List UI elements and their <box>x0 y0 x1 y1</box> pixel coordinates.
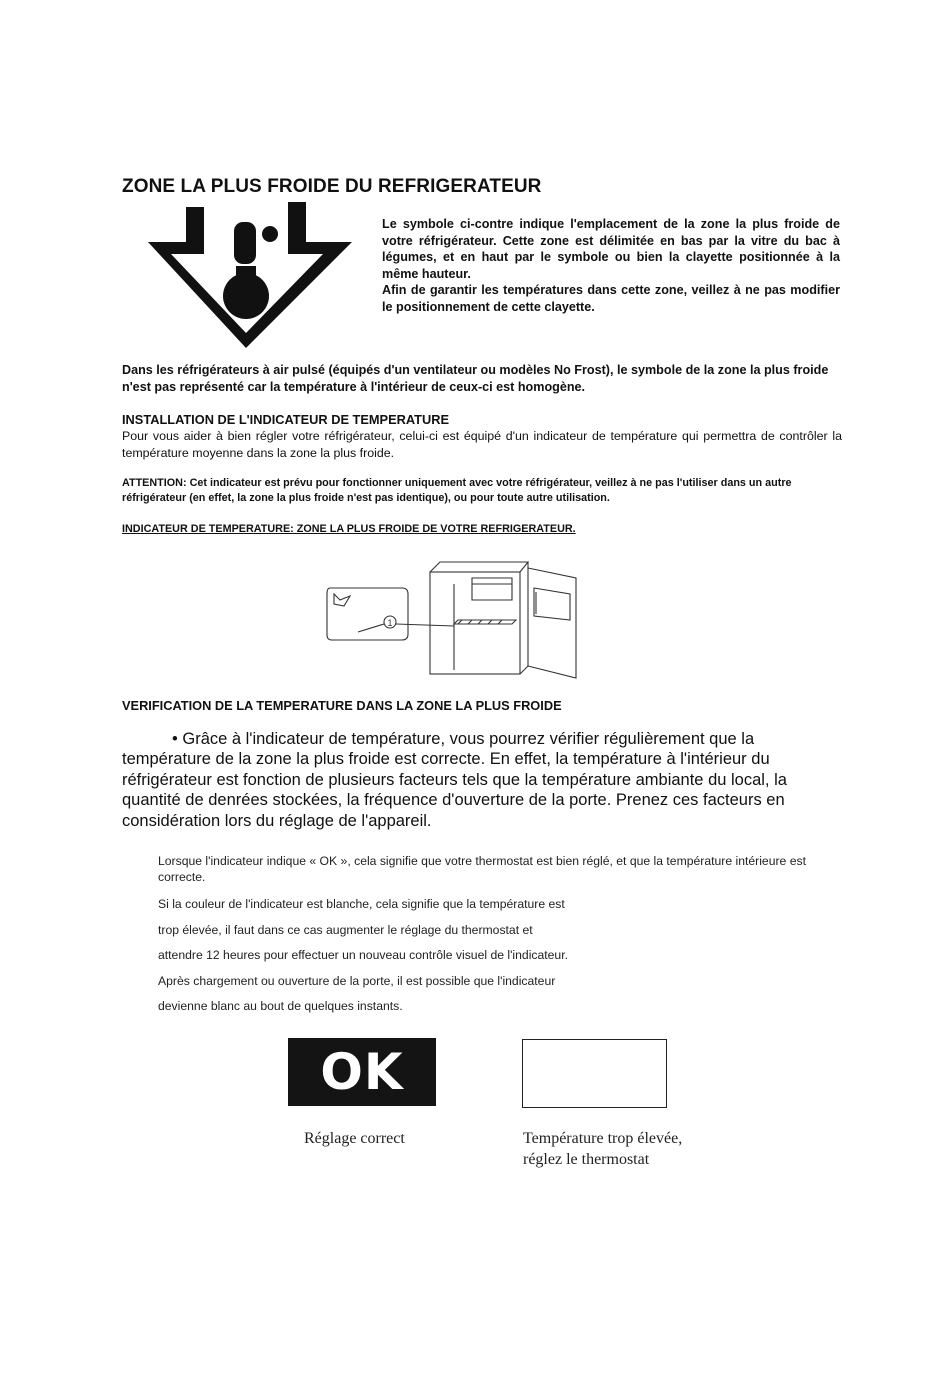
ok-meaning-note: Lorsque l'indicateur indique « OK », cela signifie que votre thermostat est bien réglé, et que la température intérieure est correcte. <box>158 854 806 884</box>
ok-indicator-swatch: OK <box>288 1038 436 1106</box>
verification-body <box>122 729 837 831</box>
install-heading: INSTALLATION DE L'INDICATEUR DE TEMPERATURE <box>122 412 449 427</box>
intro-paragraph: Le symbole ci-contre indique l'emplacement de la zone la plus froide de votre réfrigérateur. Cette zone est délimitée en bas par la vitre du bac à légumes, et en haut par le symbole ou bien la clayette positionnée à la même hauteur. <box>382 217 840 281</box>
intro-text <box>382 216 840 315</box>
after-opening-line-1: Après chargement ou ouverture de la porte, il est possible que l'indicateur <box>158 974 556 988</box>
install-text: Pour vous aider à bien régler votre réfrigérateur, celui-ci est équipé d'un indicateur de température qui permettra de contrôler la température moyenne dans la zone la plus froide. <box>122 429 842 460</box>
ok-caption: Réglage correct <box>304 1130 405 1147</box>
air-pulse-note: Dans les réfrigérateurs à air pulsé (équipés d'un ventilateur ou modèles No Frost), le symbole de la zone la plus froide n'est pas représenté car la température à l'intérieur de ceux-ci est homogène. <box>122 363 829 394</box>
white-meaning-line-1: Si la couleur de l'indicateur est blanche, cela signifie que la température est <box>158 897 565 911</box>
fridge-diagram <box>322 558 584 682</box>
intro-paragraph-shelf: Afin de garantir les températures dans cette zone, veillez à ne pas modifier le positionnement de cette clayette. <box>382 283 840 314</box>
coldest-zone-symbol-icon <box>146 202 354 350</box>
after-opening-line-2: devienne blanc au bout de quelques instants. <box>158 999 403 1013</box>
white-meaning-line-2: trop élevée, il faut dans ce cas augmenter le réglage du thermostat et <box>158 923 533 937</box>
callout-number: 1 <box>387 618 393 628</box>
too-warm-caption: Température trop élevée, réglez le thermostat <box>523 1130 683 1168</box>
attention-note: ATTENTION: Cet indicateur est prévu pour fonctionner uniquement avec votre réfrigérateur, veillez à ne pas l'utiliser dans un autre réfrigérateur (en effet, la zone la plus froide n'est pas identique), ou pour toute autre utilisation. <box>122 477 792 504</box>
verification-paragraph: • Grâce à l'indicateur de température, vous pourrez vérifier régulièrement que la température de la zone la plus froide est correcte. En effet, la température à l'intérieur du réfrigérateur est fonction de plusieurs facteurs tels que la température ambiante du local, la quantité de denrées stockées, la fréquence d'ouverture de la porte. Prenez ces facteurs en considération lors du réglage de l'appareil. <box>122 730 787 830</box>
white-indicator-swatch <box>522 1039 667 1108</box>
verification-heading: VERIFICATION DE LA TEMPERATURE DANS LA ZONE LA PLUS FROIDE <box>122 698 562 713</box>
indicator-heading: INDICATEUR DE TEMPERATURE: ZONE LA PLUS FROIDE DE VOTRE REFRIGERATEUR. <box>122 523 576 535</box>
page-title: ZONE LA PLUS FROIDE DU REFRIGERATEUR <box>122 176 542 197</box>
white-meaning-line-3: attendre 12 heures pour effectuer un nouveau contrôle visuel de l'indicateur. <box>158 948 568 962</box>
